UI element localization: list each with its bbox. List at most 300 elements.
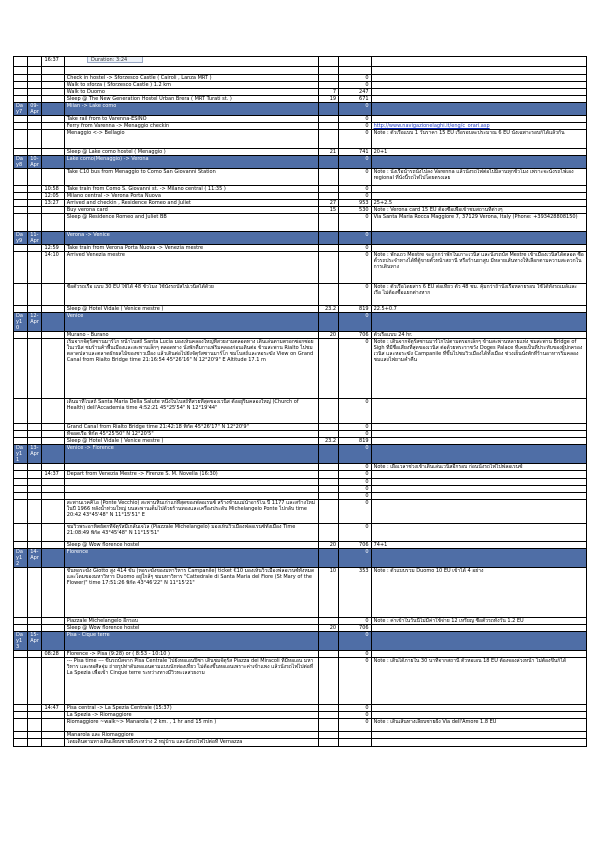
cost-thb-cell: 0 xyxy=(339,500,372,524)
cost-thb-cell: 0 xyxy=(339,123,372,130)
time-cell xyxy=(42,339,64,399)
cost-eur-cell xyxy=(318,82,338,89)
date-cell xyxy=(28,431,42,438)
day-cell xyxy=(14,464,28,471)
day-cell xyxy=(14,618,28,625)
day-cell xyxy=(14,732,28,739)
date-cell xyxy=(28,245,42,252)
cost-eur-cell xyxy=(318,57,338,67)
cost-thb-cell xyxy=(339,739,372,747)
cost-eur-cell: 20 xyxy=(318,542,338,549)
cost-eur-cell xyxy=(318,431,338,438)
note-cell xyxy=(371,438,586,445)
note-cell: Via Santa Maria Rocca Maggiore 7, 37129 Verona, Italy (Phone: +393428808150) xyxy=(371,214,586,232)
time-cell xyxy=(42,719,64,732)
itinerary-row xyxy=(14,705,587,712)
time-cell: 14:47 xyxy=(42,705,64,712)
day-cell xyxy=(14,200,28,207)
date-cell xyxy=(28,542,42,549)
itinerary-row xyxy=(14,75,587,82)
note-cell xyxy=(371,82,586,89)
cost-eur-cell: 23.2 xyxy=(318,438,338,445)
day-cell xyxy=(14,739,28,747)
cost-eur-cell xyxy=(318,245,338,252)
note-cell xyxy=(371,500,586,524)
activity-cell xyxy=(64,67,318,75)
date-cell xyxy=(28,471,42,479)
day-cell xyxy=(14,438,28,445)
day-cell xyxy=(14,625,28,632)
itinerary-row xyxy=(14,625,587,632)
cost-thb-cell: 819 xyxy=(339,306,372,313)
itinerary-row xyxy=(14,332,587,339)
note-cell xyxy=(371,193,586,200)
itinerary-row xyxy=(14,149,587,156)
cost-eur-cell xyxy=(318,651,338,658)
itinerary-row xyxy=(14,339,587,399)
activity-cell: เดินมาที่โบสถ์ Santa Maria Della Salute หนึ่งในโบสถ์ที่สวยที่สุดของเวนิส ตั้งอยู่ริมคลองใหญ่ (Church of Health) dell'Accademia time 4:52:21 45°25'54" N 12°19'44" xyxy=(64,399,318,424)
cost-thb-cell: 530 xyxy=(339,207,372,214)
cost-thb-cell: 0 xyxy=(339,399,372,424)
activity-cell: Grand Canal from Rialto Bridge time 21:42:18 พิกัด 45°26'17" N 12°20'9" xyxy=(64,424,318,431)
cost-eur-cell xyxy=(318,123,338,130)
date-cell xyxy=(28,169,42,186)
date-cell xyxy=(28,214,42,232)
time-cell xyxy=(42,96,64,103)
cost-thb-cell: 0 xyxy=(339,464,372,471)
cost-thb-cell: 0 xyxy=(339,658,372,705)
time-cell xyxy=(42,130,64,149)
cost-eur-cell xyxy=(318,705,338,712)
itinerary-row xyxy=(14,67,587,75)
itinerary-row xyxy=(14,739,587,747)
itinerary-row xyxy=(14,500,587,524)
cost-eur-cell xyxy=(318,500,338,524)
cost-thb-cell: 0 xyxy=(339,471,372,479)
note-cell: Note : พักแถว Mestre จะถูกกว่าพักในเกาะเวนิส และนั่งรถบัส Mestre เข้าเมืองเวนิสได้ตลอด ซื้อตั๋วรถประจำทางได้ที่ตู้ขายตั๋วหน้าสถานี หรือร้านยาสูบ มีหลายเส้นทางให้เลือกตามความสะดวกในการเดินทาง xyxy=(371,252,586,284)
note-cell xyxy=(371,549,586,568)
cost-eur-cell xyxy=(318,193,338,200)
cost-eur-cell: 21 xyxy=(318,149,338,156)
date-cell xyxy=(28,732,42,739)
activity-cell: Sleep @ The New Generation Hostel Urban Brera ( MRT Turati st. ) xyxy=(64,96,318,103)
itinerary-body xyxy=(14,57,587,747)
activity-cell: Sleep @ Residence Romeo and Juliet BB xyxy=(64,214,318,232)
cost-thb-cell: 0 xyxy=(339,82,372,89)
itinerary-row xyxy=(14,424,587,431)
note-cell xyxy=(371,313,586,332)
date-cell xyxy=(28,130,42,149)
day-cell xyxy=(14,493,28,500)
cost-eur-cell: 27 xyxy=(318,200,338,207)
day-cell: Day10 xyxy=(14,313,28,332)
note-cell xyxy=(371,186,586,193)
cost-thb-cell: 706 xyxy=(339,332,372,339)
cost-thb-cell xyxy=(339,57,372,67)
cost-eur-cell: 10 xyxy=(318,568,338,618)
time-cell xyxy=(42,438,64,445)
cost-eur-cell xyxy=(318,252,338,284)
time-cell xyxy=(42,479,64,486)
itinerary-row xyxy=(14,306,587,313)
time-cell xyxy=(42,103,64,116)
note-cell xyxy=(371,116,586,123)
note-cell xyxy=(371,486,586,493)
date-cell xyxy=(28,89,42,96)
date-cell xyxy=(28,651,42,658)
day-header-row xyxy=(14,232,587,245)
day-cell xyxy=(14,207,28,214)
date-cell: 11-Apr xyxy=(28,232,42,245)
time-cell xyxy=(42,149,64,156)
time-cell: 14:10 xyxy=(42,252,64,284)
activity-cell: Milan -> Lake como xyxy=(64,103,318,116)
itinerary-row xyxy=(14,245,587,252)
time-cell xyxy=(42,156,64,169)
cost-eur-cell xyxy=(318,486,338,493)
day-cell xyxy=(14,123,28,130)
activity-cell: Arrived Venezia mestre xyxy=(64,252,318,284)
time-cell xyxy=(42,214,64,232)
time-cell: 10:58 xyxy=(42,186,64,193)
note-cell: Note : เผื่อเวลาช่วงเช้าเดินเล่นเวนิสอีกรอบ ก่อนนั่งรถไฟไปฟลอเรนซ์ xyxy=(371,464,586,471)
date-cell xyxy=(28,618,42,625)
activity-cell: Murano - Burano xyxy=(64,332,318,339)
day-cell xyxy=(14,658,28,705)
time-cell: 12:05 xyxy=(42,193,64,200)
date-cell xyxy=(28,486,42,493)
activity-cell xyxy=(64,493,318,500)
itinerary-row xyxy=(14,471,587,479)
itinerary-row xyxy=(14,431,587,438)
time-cell: 16:37 xyxy=(42,57,64,67)
time-cell xyxy=(42,618,64,625)
day-cell xyxy=(14,149,28,156)
cost-thb-cell: 0 xyxy=(339,618,372,625)
time-cell xyxy=(42,486,64,493)
time-cell xyxy=(42,542,64,549)
cost-thb-cell: 706 xyxy=(339,542,372,549)
day-cell xyxy=(14,719,28,732)
day-cell xyxy=(14,96,28,103)
note-cell xyxy=(371,103,586,116)
cost-thb-cell: 247 xyxy=(339,89,372,96)
cost-eur-cell: 7 xyxy=(318,89,338,96)
activity-cell: Florence -> Pisa (9:28) or ( 8:53 - 10:10 ) xyxy=(64,651,318,658)
time-cell xyxy=(42,82,64,89)
activity-cell: Depart from Venezia Mestre -> Firenze S. M. Novella (16:30) xyxy=(64,471,318,479)
itinerary-row xyxy=(14,89,587,96)
itinerary-row xyxy=(14,116,587,123)
day-cell xyxy=(14,471,28,479)
activity-cell: Pisa central -> La Spezia Centrale (15:37) xyxy=(64,705,318,712)
cost-thb-cell: 953 xyxy=(339,200,372,207)
date-cell: 15-Apr xyxy=(28,632,42,651)
cost-eur-cell xyxy=(318,712,338,719)
activity-cell: Venice xyxy=(64,313,318,332)
time-cell xyxy=(42,658,64,705)
note-cell xyxy=(371,524,586,542)
note-cell[interactable]: http://www.navigazionelaghi.it/eng/c_orari.asp xyxy=(371,123,586,130)
cost-eur-cell xyxy=(318,479,338,486)
activity-cell: สะพานเวคคิโอ (Ponte Vecchio) สะพานหินเก่าแก่ที่สุดของฟลอเรนซ์ สร้างข้ามแม่น้ำอาร์โน ปี 1177 และสร้างใหม่ในปี 1966 หลังน้ำท่วมใหญ่ บนสะพานเต็มไปด้วยร้านทองและเครื่องประดับ Michelangelo Ponte ไปกลับ time 20:42 43°45'48" N 11°15'51" E xyxy=(64,500,318,524)
date-cell xyxy=(28,658,42,705)
cost-eur-cell xyxy=(318,524,338,542)
itinerary-row xyxy=(14,712,587,719)
activity-cell xyxy=(64,486,318,493)
day-cell xyxy=(14,399,28,424)
time-cell xyxy=(42,306,64,313)
date-cell xyxy=(28,149,42,156)
activity-cell: Check in hostel -> Sforzesco Castle ( Cairoli , Lanza MRT ) xyxy=(64,75,318,82)
date-cell xyxy=(28,568,42,618)
cost-thb-cell: 0 xyxy=(339,252,372,284)
date-cell xyxy=(28,252,42,284)
time-cell xyxy=(42,207,64,214)
note-cell xyxy=(371,445,586,464)
note-cell xyxy=(371,232,586,245)
duration-tooltip: Duration: 3:24 xyxy=(87,56,143,63)
day-cell xyxy=(14,500,28,524)
cost-thb-cell: 706 xyxy=(339,625,372,632)
cost-eur-cell: 20 xyxy=(318,332,338,339)
cost-thb-cell: 0 xyxy=(339,75,372,82)
day-header-row xyxy=(14,103,587,116)
cost-eur-cell xyxy=(318,549,338,568)
note-cell xyxy=(371,245,586,252)
note-cell: Note : ตั๋วเรือแบบ 1 วันราคา 15 EU เรือรอบละประมาณ 6 EU นั่งเฉพาะรอบก็ได้แล้วกัน xyxy=(371,130,586,149)
cost-thb-cell: 0 xyxy=(339,116,372,123)
time-cell xyxy=(42,431,64,438)
cost-eur-cell xyxy=(318,445,338,464)
day-cell: Day13 xyxy=(14,632,28,651)
day-header-row xyxy=(14,445,587,464)
day-cell xyxy=(14,57,28,67)
activity-cell: Sleep @ Wow florence hostel xyxy=(64,625,318,632)
date-cell: 12-Apr xyxy=(28,313,42,332)
cost-thb-cell: 0 xyxy=(339,705,372,712)
cost-thb-cell: 819 xyxy=(339,438,372,445)
cost-thb-cell: 0 xyxy=(339,431,372,438)
note-cell xyxy=(371,732,586,739)
cost-eur-cell xyxy=(318,186,338,193)
activity-cell: Buy verona card xyxy=(64,207,318,214)
day-header-row xyxy=(14,549,587,568)
time-cell xyxy=(42,625,64,632)
note-cell: 74+1 xyxy=(371,542,586,549)
itinerary-row xyxy=(14,651,587,658)
day-cell xyxy=(14,568,28,618)
time-cell xyxy=(42,89,64,96)
cost-thb-cell: 0 xyxy=(339,186,372,193)
date-cell xyxy=(28,207,42,214)
date-cell xyxy=(28,500,42,524)
date-cell xyxy=(28,123,42,130)
day-cell xyxy=(14,169,28,186)
cost-eur-cell xyxy=(318,130,338,149)
cost-thb-cell: 0 xyxy=(339,549,372,568)
date-cell xyxy=(28,193,42,200)
date-cell xyxy=(28,186,42,193)
day-header-row xyxy=(14,156,587,169)
note-cell xyxy=(371,493,586,500)
day-cell xyxy=(14,424,28,431)
itinerary-row xyxy=(14,479,587,486)
itinerary-row xyxy=(14,96,587,103)
time-cell xyxy=(42,549,64,568)
activity-cell xyxy=(64,479,318,486)
activity-cell: ซื้อตั๋วรถเรือ แบบ 30 EU ใช้ได้ 48 ชั่วโมง ใช้นั่งรถบัสไปเวนิสได้ด้วย xyxy=(64,284,318,306)
cost-eur-cell xyxy=(318,424,338,431)
note-cell xyxy=(371,96,586,103)
cost-thb-cell: 0 xyxy=(339,493,372,500)
time-cell xyxy=(42,75,64,82)
note-cell: Note : ตั๋วแบบรวม Duomo 10 EU เข้าได้ 4 อย่าง xyxy=(371,568,586,618)
day-cell: Day7 xyxy=(14,103,28,116)
day-cell xyxy=(14,712,28,719)
note-cell xyxy=(371,424,586,431)
activity-cell: Milano central -> Verona Porta Nuova xyxy=(64,193,318,200)
date-cell xyxy=(28,524,42,542)
note-cell: Note : เดินได้ภายใน 30 นาทีจากสถานี ตั๋วหอเอน 18 EU ต้องจองล่วงหน้า ไม่ต้องขึ้นก็ได้ xyxy=(371,658,586,705)
itinerary-row xyxy=(14,123,587,130)
note-cell xyxy=(371,75,586,82)
day-cell xyxy=(14,89,28,96)
day-cell: Day11 xyxy=(14,445,28,464)
note-cell xyxy=(371,632,586,651)
activity-cell: Sleep @ Hotel Vidale ( Venice mestre ) xyxy=(64,306,318,313)
cost-thb-cell: 0 xyxy=(339,103,372,116)
cost-eur-cell xyxy=(318,464,338,471)
note-cell xyxy=(371,399,586,424)
day-cell xyxy=(14,524,28,542)
activity-cell: Venice -> Florence xyxy=(64,445,318,464)
time-cell xyxy=(42,123,64,130)
activity-cell: Take train from Como S. Giovanni st. -> Milano central ( 11:35 ) xyxy=(64,186,318,193)
activity-cell: Arrived and checkin , Residence Romeo and Juliet xyxy=(64,200,318,207)
activity-cell: Take rail from to Varenna-ESINO xyxy=(64,116,318,123)
note-cell xyxy=(371,156,586,169)
date-cell xyxy=(28,75,42,82)
activity-cell: Take train from Verona Porta Nuova -> Venezia mestre xyxy=(64,245,318,252)
cost-eur-cell xyxy=(318,75,338,82)
cost-thb-cell: 0 xyxy=(339,245,372,252)
note-cell: 20+1 xyxy=(371,149,586,156)
day-cell xyxy=(14,82,28,89)
day-cell xyxy=(14,214,28,232)
activity-cell: Walk to sforza ( Sforzesco Castle ) 1.2 km xyxy=(64,82,318,89)
activity-cell: Menaggio <-> Bellagio xyxy=(64,130,318,149)
date-cell xyxy=(28,438,42,445)
itinerary-row xyxy=(14,568,587,618)
cost-thb-cell: 0 xyxy=(339,445,372,464)
time-cell xyxy=(42,169,64,186)
cost-eur-cell xyxy=(318,618,338,625)
day-cell: Day12 xyxy=(14,549,28,568)
date-cell xyxy=(28,739,42,747)
itinerary-row xyxy=(14,200,587,207)
cost-eur-cell xyxy=(318,493,338,500)
day-cell xyxy=(14,130,28,149)
date-cell xyxy=(28,479,42,486)
itinerary-sheet xyxy=(13,56,587,747)
time-cell xyxy=(42,332,64,339)
note-cell: ตั๋วเรือแบบ 24 hr. xyxy=(371,332,586,339)
date-cell xyxy=(28,96,42,103)
cost-thb-cell: 0 xyxy=(339,712,372,719)
cost-eur-cell xyxy=(318,399,338,424)
day-cell xyxy=(14,186,28,193)
date-cell xyxy=(28,424,42,431)
cost-thb-cell: 0 xyxy=(339,169,372,186)
activity-cell: Florence xyxy=(64,549,318,568)
day-cell xyxy=(14,431,28,438)
itinerary-row xyxy=(14,464,587,471)
itinerary-row xyxy=(14,214,587,232)
date-cell xyxy=(28,625,42,632)
time-cell xyxy=(42,67,64,75)
day-cell xyxy=(14,651,28,658)
cost-thb-cell: 0 xyxy=(339,651,372,658)
cost-thb-cell: 0 xyxy=(339,486,372,493)
time-cell xyxy=(42,493,64,500)
day-cell: Day9 xyxy=(14,232,28,245)
day-cell xyxy=(14,486,28,493)
date-cell xyxy=(28,284,42,306)
cost-eur-cell: 23.2 xyxy=(318,306,338,313)
note-cell: 25+2.5 xyxy=(371,200,586,207)
itinerary-row xyxy=(14,284,587,306)
cost-eur-cell: 20 xyxy=(318,625,338,632)
itinerary-row xyxy=(14,252,587,284)
date-cell xyxy=(28,57,42,67)
time-cell xyxy=(42,568,64,618)
day-cell: Day8 xyxy=(14,156,28,169)
itinerary-row xyxy=(14,732,587,739)
date-cell xyxy=(28,82,42,89)
itinerary-row xyxy=(14,542,587,549)
activity-cell: Sleep @ Wow florence hostel xyxy=(64,542,318,549)
date-cell: 14-Apr xyxy=(28,549,42,568)
activity-cell: ชมวิวพระอาทิตย์ตกที่จัตุรัสมีเกลันเจโล (Piazzale Michelangelo) มองเห็นวิวเมืองฟลอเรนซ์ทั้งเมือง Time 21:08:49 พิกัด 43°45'48" N 11°15'51" xyxy=(64,524,318,542)
time-cell xyxy=(42,739,64,747)
time-cell: 08:28 xyxy=(42,651,64,658)
cost-eur-cell xyxy=(318,739,338,747)
itinerary-row xyxy=(14,719,587,732)
cost-thb-cell: 671 xyxy=(339,96,372,103)
itinerary-row xyxy=(14,207,587,214)
time-cell: 13:27 xyxy=(42,200,64,207)
cost-thb-cell: 0 xyxy=(339,632,372,651)
cost-eur-cell xyxy=(318,632,338,651)
itinerary-row xyxy=(14,82,587,89)
itinerary-row xyxy=(14,57,587,67)
note-cell xyxy=(371,89,586,96)
note-cell xyxy=(371,67,586,75)
time-cell xyxy=(42,500,64,524)
activity-cell: Ferry from Varenna -> Menaggio checkin xyxy=(64,123,318,130)
day-cell xyxy=(14,479,28,486)
date-cell xyxy=(28,705,42,712)
cost-thb-cell: 0 xyxy=(339,424,372,431)
activity-cell xyxy=(64,464,318,471)
date-cell xyxy=(28,200,42,207)
note-cell xyxy=(371,479,586,486)
time-cell xyxy=(42,524,64,542)
note-cell xyxy=(371,712,586,719)
cost-thb-cell: 741 xyxy=(339,149,372,156)
cost-eur-cell xyxy=(318,214,338,232)
